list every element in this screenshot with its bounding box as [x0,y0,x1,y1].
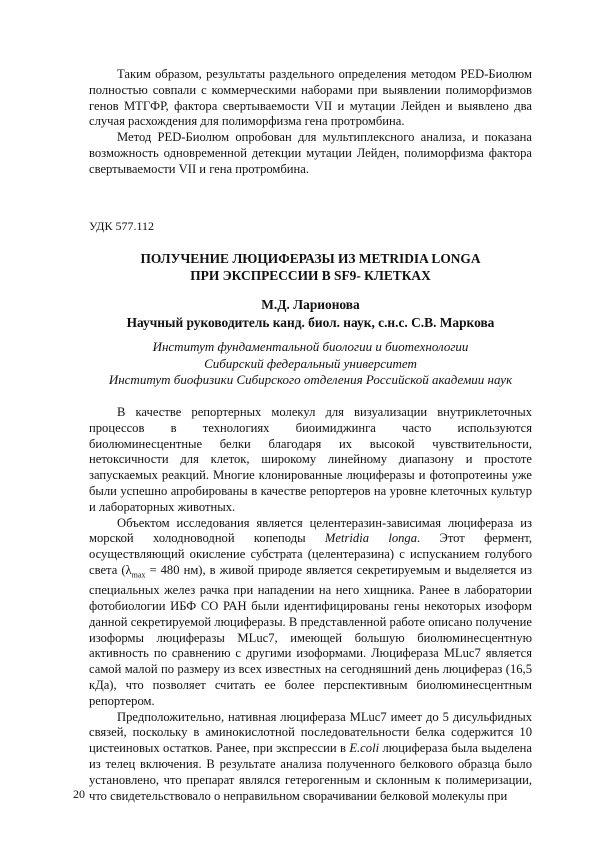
ecoli-name: E.coli [349,741,380,756]
article-body [89,405,532,804]
authors-block [89,296,532,331]
p3-text-b: люцифераза была выделена из телец включения. В результате анализа полученного белкового образца было установлено, что препарат являлся гетерогенным и склонным к полимеризации, что свидетельствовало о неправильном сворачивании белковой молекулы при [89,741,533,803]
affiliation-1: Институт фундаментальной биологии и биотехнологии [152,339,469,354]
p2-text-c: = 480 нм), в живой природе является секретируемым и выделяется из специальных желез рачка при нападении на него хищника. Ранее в лаборатории фотобиологии ИБФ СО РАН были идентифицированы гены некоторых изоформ данной секретируемой люциферазы. В представленной работе описано получение изоформы люциферазы MLuc7, имеющей большую биолюминесцентную активность по сравнению с другими изоформами. Люцифераза MLuc7 является самой малой по размеру из всех известных на сегодняшний день люцифераз (16,5 кДа), что позволяет считать ее более перспективным биолюминесцентным репортером. [89,562,532,708]
lambda-subscript: max [131,570,146,580]
body-paragraph-2 [89,516,532,710]
p2-text-b: . Этот фермент, осуществляющий окисление субстрата (целентеразина) с испусканием голубого света (λ [89,531,532,577]
article-title [89,250,532,284]
affiliations-block [89,339,532,389]
supervisor-line: Научный руководитель канд. биол. наук, с.н.с. С.В. Маркова [126,314,495,330]
udk-code: УДК 577.112 [89,219,155,233]
species-name: Metridia longa [324,531,418,546]
p3-text-a: Предположительно, нативная люцифераза MLuc7 имеет до 5 дисульфидных связей, поскольку в аминокислотной последовательности белка содержится 10 цистеиновых остатков. Ранее, при экспрессии в [89,709,532,756]
body-paragraph-1: В качестве репортерных молекул для визуализации внутриклеточных процессов в технологиях биоимиджинга часто используются биолюминесцентные белки благодаря их высокой чувствительности, нетоксичности для клеток, широкому линейному диапазону и простоте запускаемых реакций. Многие клонированные люциферазы и фотопротеины уже были успешно апробированы в качестве репортеров на уровне клеточных культур и лабораторных животных. [89,405,532,514]
title-line-2: ПРИ ЭКСПРЕССИИ В SF9- КЛЕТКАХ [190,268,431,283]
intro-paragraph-1: Таким образом, результаты раздельного определения методом PED-Биолюм полностью совпали с коммерческими наборами при выявлении полиморфизмов генов МТГФР, фактора свертываемости VII и мутации Лейден и выявлено два случая расхождения для полиморфизма гена протромбина. [89,67,532,129]
page-number: 20 [73,787,85,801]
author-name: М.Д. Ларионова [261,297,360,312]
intro-section [89,67,532,178]
intro-paragraph-2: Метод PED-Биолюм опробован для мультиплексного анализа, и показана возможность одновременной детекции мутации Лейден, полиморфизма фактора свертываемости VII и гена протромбина. [89,130,532,176]
title-line-1: ПОЛУЧЕНИЕ ЛЮЦИФЕРАЗЫ ИЗ METRIDIA LONGA [140,251,481,266]
affiliation-2: Сибирский федеральный университет [204,355,417,371]
affiliation-3: Институт биофизики Сибирского отделения Российской академии наук [108,372,513,387]
p2-text-a: Объектом исследования является целентеразин-зависимая люцифераза из морской холодноводной копеподы [89,515,532,546]
body-paragraph-3 [89,710,532,805]
